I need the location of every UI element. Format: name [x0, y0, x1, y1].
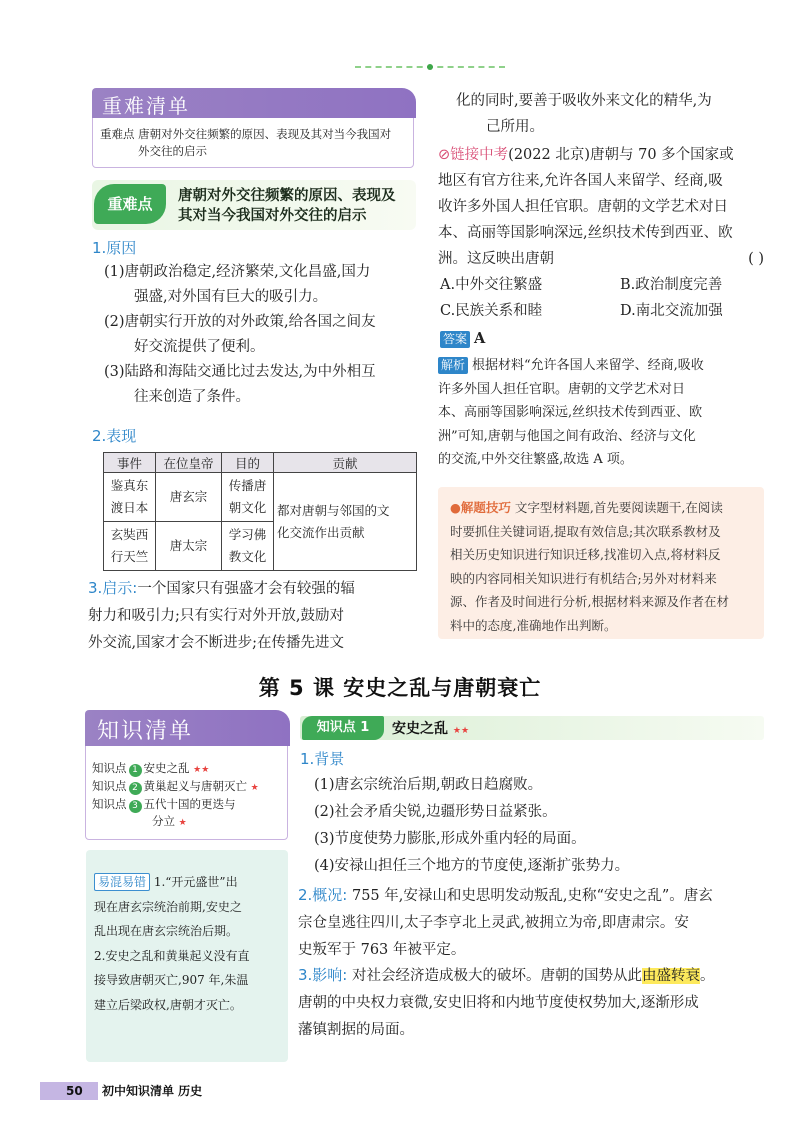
kp1-badge: 知识点 1: [302, 716, 384, 740]
continued-text: 化的同时,要善于吸收外来文化的精华,为 己所用。: [456, 93, 712, 135]
answer-value: A: [474, 330, 486, 347]
tip-label: 解题技巧: [460, 500, 511, 515]
impact-block: 3.影响: 对社会经济造成极大的破坏。唐朝的国势从此由盛转衰。 唐朝的中央权力衰微,安史旧将和内地节度使权势加大,逐渐形成 藩镇割据的局面。: [298, 966, 715, 1038]
contribution-cell: 都对唐朝与邻国的文 化交流作出贡献: [274, 473, 417, 571]
performance-heading: 2.表现: [92, 427, 137, 445]
key-point-title: 唐朝对外交往频繁的原因、表现及 其对当今我国对外交往的启示: [178, 188, 396, 224]
analysis-block: 解析 根据材料“允许各国人来留学、经商,吸收 许多外国人担任官职。唐朝的文学艺术对日 本、高丽等国影响深远,丝织技术传到西亚、欧 洲”可知,唐朝与他国之间有政治、经济与文化 的交流,中外交往繁盛,故选 A 项。: [438, 358, 704, 467]
option-b: B.政治制度完善: [620, 277, 723, 293]
table-header-row: 事件 在位皇帝 目的 贡献: [104, 453, 417, 473]
star-icon: ★: [250, 783, 259, 793]
key-list-line-1: 重难点 唐朝对外交往频繁的原因、表现及其对当今我国对: [100, 127, 392, 141]
answer-row: [440, 328, 485, 348]
knowledge-list-header: [85, 710, 290, 746]
knowledge-list-title: 知识清单: [97, 719, 194, 744]
key-list-header: [92, 88, 416, 118]
background-heading: 1.背景: [300, 750, 345, 768]
star-icon: ★★: [193, 765, 210, 775]
footer-title: 初中知识清单 历史: [102, 1084, 203, 1098]
key-list-line-2: 外交往的启示: [138, 144, 207, 158]
kp1-title: 安史之乱 ★★: [392, 721, 470, 737]
options-right: [620, 272, 770, 324]
table-row: 鉴真东 渡日本 唐玄宗 传播唐 朝文化 都对唐朝与邻国的文 化交流作出贡献: [104, 473, 417, 522]
option-d: D.南北交流加强: [620, 303, 723, 319]
reasons-heading: 1.原因: [92, 239, 137, 257]
link-exam-label: 链接中考: [450, 147, 509, 163]
lesson-title: 第 5 课 安史之乱与唐朝衰亡: [258, 676, 542, 700]
star-icon: ★★: [452, 726, 470, 736]
inspiration-heading: 3.启示:: [88, 579, 138, 597]
inspiration-block: 3.启示:一个国家只有强盛才会有较强的辐 射力和吸引力;只有实行对外开放,鼓励对 外交流,国家才会不断进步;在传播先进文: [88, 579, 355, 651]
confusion-label: 易混易错: [94, 873, 150, 891]
option-c: C.民族关系和睦: [440, 303, 543, 319]
top-decoration: [355, 64, 505, 70]
background-list: (1)唐玄宗统治后期,朝政日趋腐败。 (2)社会矛盾尖锐,边疆形势日益紧张。 (3)节度使势力膨胀,形成外重内轻的局面。 (4)安禄山担任三个地方的节度使,逐渐扩张势力。: [314, 777, 630, 874]
key-point-badge: 重难点: [94, 184, 166, 224]
overview-block: 2.概况: 755 年,安禄山和史思明发动叛乱,史称“安史之乱”。唐玄 宗仓皇逃往四川,太子李亨北上灵武,被拥立为帝,即唐肃宗。安 史叛军于 763 年被平定。: [298, 886, 713, 958]
bulb-icon: ●: [450, 500, 461, 515]
exchange-table: [103, 452, 417, 571]
analysis-label: 解析: [438, 357, 468, 374]
key-list-title: 重难清单: [102, 94, 190, 118]
table-row: 玄奘西 行天竺 唐太宗 学习佛 教文化: [104, 522, 417, 571]
exam-question: ⊘链接中考(2022 北京)唐朝与 70 多个国家或 地区有官方往来,允许各国人来留学、经商,吸 收许多外国人担任官职。唐朝的文学艺术对日 本、高丽等国影响深远,丝织技术传到西亚、欧 洲。这反映出唐朝 ( ): [438, 147, 764, 267]
confusion-text: 易混易错 1.“开元盛世”出 现在唐玄宗统治前期,安史之 乱出现在唐玄宗统治后期。 2.安史之乱和黄巢起义没有直 接导致唐朝灭亡,907 年,朱温 建立后梁政权,唐朝才灭亡。: [94, 875, 250, 1012]
knowledge-item-1: 知识点 1 安史之乱 ★★: [92, 761, 210, 775]
option-a: A.中外交往繁盛: [440, 277, 543, 293]
highlight-text: 由盛转衰: [641, 968, 700, 984]
reasons-list: (1)唐朝政治稳定,经济繁荣,文化昌盛,国力 强盛,对外国有巨大的吸引力。 (2)唐朝实行开放的对外政策,给各国之间友 好交流提供了便利。 (3)陆路和海陆交通比过去发达,为中外相互 往来创造了条件。: [104, 264, 376, 405]
knowledge-item-2: 知识点 2 黄巢起义与唐朝灭亡 ★: [92, 779, 259, 793]
impact-heading: 3.影响:: [298, 966, 348, 984]
options-left: [440, 272, 620, 324]
page-number: 50: [66, 1084, 83, 1098]
answer-label: 答案: [440, 331, 470, 348]
overview-heading: 2.概况:: [298, 886, 348, 904]
tip-text: ●解题技巧 文字型材料题,首先要阅读题干,在阅读 时要抓住关键词语,提取有效信息;其次联系教材及 相关历史知识进行知识迁移,找准切入点,将材料反 映的内容同相关知识进行有机结合;另外对材料来 源、作者及时间进行分析,根据材料来源及作者在材 料中的态度,准确地作出判断。: [450, 500, 729, 633]
link-icon: ⊘: [438, 147, 451, 163]
knowledge-item-3: 知识点 3 五代十国的更迭与 分立 ★: [92, 797, 236, 828]
star-icon: ★: [178, 818, 187, 828]
